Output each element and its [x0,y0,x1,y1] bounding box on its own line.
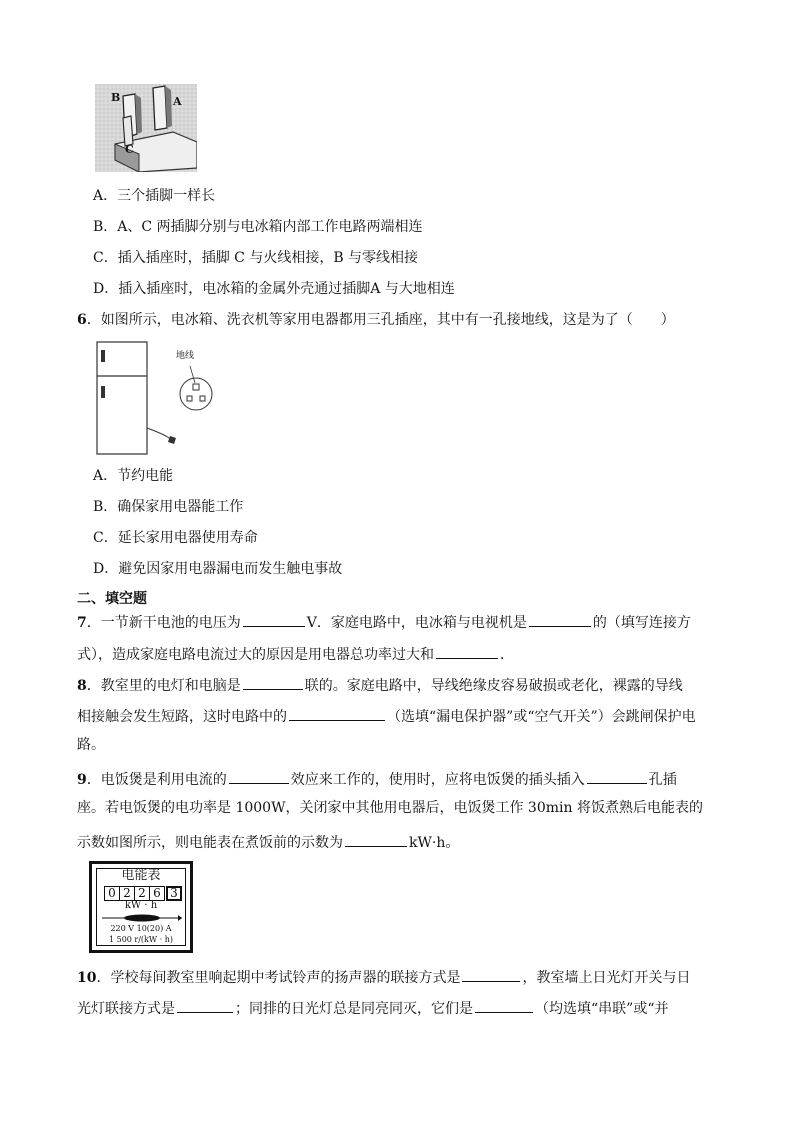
q10-number: 10 [77,970,97,986]
q6-stem-text: ．如图所示，电冰箱、洗衣机等家用电器都用三孔插座，其中有一孔接地线，这是为了（ ） [86,312,675,328]
plug-label-a: A [173,95,182,108]
q8-line-1 [77,673,683,696]
meter-digit-decimal: 3 [166,886,182,901]
q7-text-3: 的（填写连接方 [592,615,691,631]
fridge-figure [96,340,246,456]
meter-digit: 0 [104,886,120,901]
q8-number: 8 [77,678,87,694]
q8-text-1: ．教室里的电灯和电脑是 [86,678,241,694]
section-title-fill-blank: 二、填空题 [77,591,147,607]
ground-wire-label: 地线 [176,351,195,361]
q8-text-2: 联的。家庭电路中，导线绝缘皮容易破损或老化，裸露的导线 [304,678,683,694]
q6-option-c: C．延长家用电器使用寿命 [93,530,258,546]
q5-option-c: C．插入插座时，插脚 C 与火线相接，B 与零线相接 [93,250,419,266]
q9-text-3: 孔插 [648,772,677,788]
q7-blank-2[interactable] [529,610,591,627]
q8-text-3: 相接触会发生短路，这时电路中的 [77,709,287,725]
q7-number: 7 [77,615,87,631]
q5-option-a: A．三个插脚一样长 [93,188,216,204]
meter-digit: 2 [135,886,150,901]
q10-text-4: ；同排的日光灯总是同亮同灭，它们是 [235,1001,473,1017]
q9-number: 9 [77,772,87,788]
q8-line-3: 路。 [77,737,105,753]
q7-text-2: V．家庭电路中，电冰箱与电视机是 [306,615,527,631]
meter-spec-revolutions: 1 500 r/(kW · h) [108,935,174,944]
q10-line-2 [77,996,668,1019]
q9-text-4: 示数如图所示，则电能表在煮饭前的示数为 [77,835,343,851]
q7-text-5: ． [500,647,514,663]
q10-blank-1[interactable] [462,965,520,982]
meter-digit: 2 [120,886,135,901]
q6-option-b: B．确保家用电器能工作 [93,499,244,515]
q6-stem [77,310,675,330]
meter-unit: kW · h [124,900,158,911]
q10-blank-3[interactable] [475,996,533,1013]
q6-option-d: D．避免因家用电器漏电而发生触电事故 [93,561,343,577]
q9-text-2: 效应来工作的，使用时，应将电饭煲的插头插入 [290,772,585,788]
q7-blank-3[interactable] [436,642,498,659]
q6-option-a: A．节约电能 [93,468,174,484]
q9-text-1: ．电饭煲是利用电流的 [86,772,227,788]
q7-text-4: 式），造成家庭电路电流过大的原因是用电器总功率过大和 [77,647,434,663]
q7-line-2 [77,642,514,665]
q10-text-2: ，教室墙上日光灯开关与日 [522,970,691,986]
meter-title: 电能表 [121,868,161,883]
q9-line-3 [77,830,459,853]
q9-blank-2[interactable] [587,767,647,784]
q7-line-1 [77,610,691,633]
q10-blank-2[interactable] [177,996,233,1013]
q9-line-1 [77,767,677,790]
q9-text-5: kW·h。 [409,835,460,851]
meter-spec-voltage: 220 V 10(20) A [110,924,172,933]
q8-blank-2[interactable] [289,704,385,721]
q5-option-d: D．插入插座时，电冰箱的金属外壳通过插脚A 与大地相连 [93,281,455,297]
q8-blank-1[interactable] [243,673,303,690]
q8-line-2 [77,704,696,727]
q7-text-1: ．一节新干电池的电压为 [86,615,241,631]
q7-blank-1[interactable] [243,610,305,627]
q8-text-4: （选填“漏电保护器”或“空气开关”）会跳闸保护电 [387,709,696,725]
q10-text-1: ．学校每间教室里响起期中考试铃声的扬声器的联接方式是 [96,970,461,986]
q9-blank-3[interactable] [345,830,407,847]
q9-line-2: 座。若电饭煲的电功率是 1000W，关闭家中其他用电器后，电饭煲工作 30min 将饭煮熟后电能表的 [77,800,703,816]
q10-text-3: 光灯联接方式是 [77,1001,175,1017]
meter-digit: 6 [150,886,165,901]
q10-text-5: （均选填“串联”或“并 [535,1001,669,1017]
q6-number: 6 [77,312,87,328]
q10-line-1 [77,965,690,988]
plug-label-b: B [111,91,121,104]
plug-figure [95,84,197,172]
electricity-meter [89,861,193,953]
q5-option-b: B．A、C 两插脚分别与电冰箱内部工作电路两端相连 [93,219,423,235]
plug-label-c: C [125,143,134,156]
meter-digits [104,886,182,901]
q9-blank-1[interactable] [229,767,289,784]
fridge-socket-image [96,340,246,456]
meter-disc-icon [102,913,182,923]
